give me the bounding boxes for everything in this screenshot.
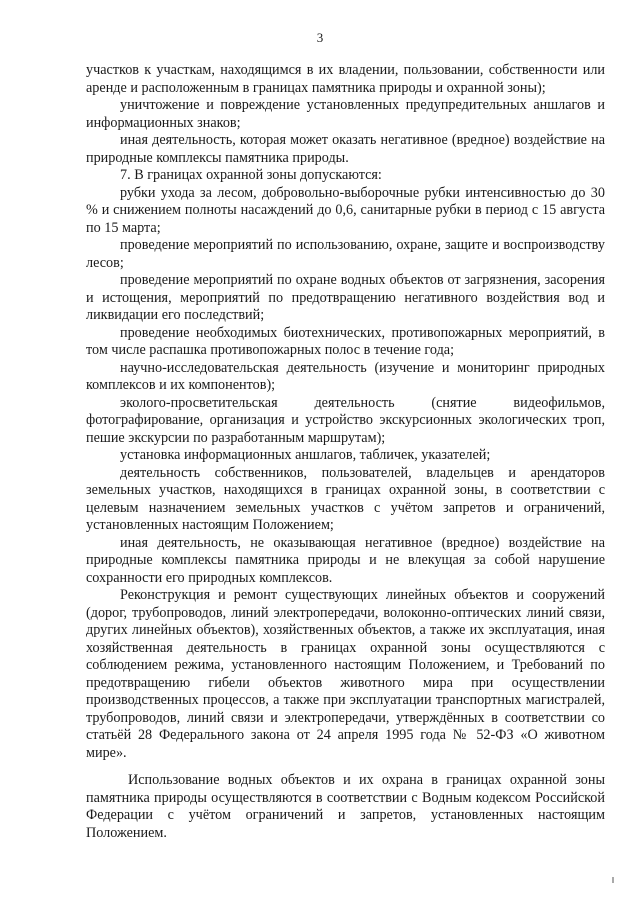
paragraph-allowed-water-protection: проведение мероприятий по охране водных объектов от загрязнения, засорения и истощения, мероприятий по предотвращению негативного воздействия вод и ликвидации его последствий; [86, 272, 605, 323]
paragraph-allowed-forest-measures: проведение мероприятий по использованию, охране, защите и воспроизводству лесов; [86, 237, 605, 271]
document-body [86, 62, 605, 842]
page-number: 3 [316, 30, 324, 45]
paragraph-prohibition-other: иная деятельность, которая может оказать негативное (вредное) воздействие на природные комплексы памятника природы. [86, 132, 605, 166]
paragraph-allowed-research: научно-исследовательская деятельность (изучение и мониторинг природных комплексов и их компонентов); [86, 359, 605, 393]
scan-edge-mark [612, 877, 614, 883]
paragraph-allowed-signage: установка информационных аншлагов, табличек, указателей; [120, 447, 491, 463]
paragraph-allowed-landowners: деятельность собственников, пользователей, владельцев и арендаторов земельных участков, находящихся в границах охранной зоны, в соответствии с целевым назначением земельных участков с учётом запретов и ограничений, установленных настоящим Положением; [86, 464, 605, 533]
paragraph-reconstruction: Реконструкция и ремонт существующих линейных объектов и сооружений (дорог, трубопроводов, линий электропередачи, волоконно-оптических линий связи, других линейных объектов), хозяйственных объектов, а также их эксплуатация, иная хозяйственная деятельность в границах охранной зоны осуществляются с соблюдением режима, установленного настоящим Положением, и Требований по предотвращению гибели объектов животного мира при осуществлении производственных процессов, а также при эксплуатации транспортных магистралей, трубопроводов, линий связи и электропередачи, утверждённых в соответствии со статьёй 28 Федерального закона от 24 апреля 1995 года № 52-ФЗ «О животном мире». [86, 587, 605, 761]
paragraph-allowed-felling: рубки ухода за лесом, добровольно-выборочные рубки интенсивностью до 30 % и снижением полноты насаждений до 0,6, санитарные рубки в период с 15 августа по 15 марта; [86, 184, 605, 236]
paragraph-allowed-biotechnical: проведение необходимых биотехнических, противопожарных мероприятий, в том числе распашка противопожарных полос в течение года; [86, 324, 605, 358]
paragraph-water-use: Использование водных объектов и их охрана в границах охранной зоны памятника природы осуществляются в соответствии с Водным кодексом Российской Федерации с учётом ограничений и запретов, установленных настоящим Положением. [86, 772, 605, 841]
paragraph-allowed-other: иная деятельность, не оказывающая негативное (вредное) воздействие на природные комплексы памятника природы и не влекущая за собой нарушение сохранности его природных комплексов. [86, 534, 605, 586]
paragraph-prohibition-signs: уничтожение и повреждение установленных предупредительных аншлагов и информационных знаков; [86, 97, 605, 131]
section-7-heading: 7. В границах охранной зоны допускаются: [120, 167, 382, 183]
paragraph-allowed-education: эколого-просветительская деятельность (снятие видеофильмов, фотографирование, организация и устройство экскурсионных экологических троп, пешие экскурсии по разработанным маршрутам); [86, 394, 605, 446]
paragraph-continuation: участков к участкам, находящимся в их владении, пользовании, собственности или аренде и расположенным в границах памятника природы и охранной зоны); [86, 62, 605, 96]
